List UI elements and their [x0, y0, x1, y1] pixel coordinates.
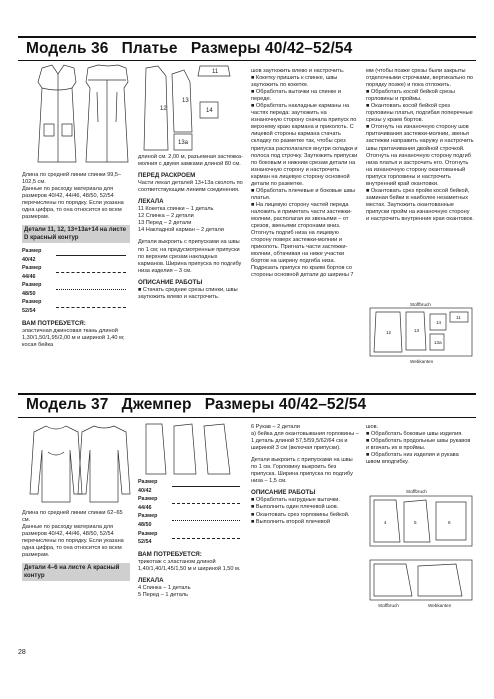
lekala-item: 14 Накладной карман – 2 детали — [138, 227, 224, 234]
title-rule-36 — [18, 60, 476, 61]
model36-work-text: ■ Стачать средние срезы спинки, швы заутюжить влево и настрочить. — [138, 286, 238, 300]
lekala-item: 11 Кокетка спинки – 1 деталь — [138, 206, 214, 213]
size-line-solid — [56, 255, 126, 256]
lekala-item: 5 Перед – 1 деталь — [138, 591, 189, 598]
size-label: Размер 52/54 — [22, 299, 42, 315]
model37-work-text: ■ Обработать нагрудные вытачки. ■ Выполнить один плечевой шов. ■ Окантовать срез горловины бейкой. ■ Выполнить второй плечевой — [251, 497, 350, 525]
size-line-dotted — [56, 289, 126, 290]
model37-title: Модель 37 Джемпер Размеры 40/42–52/54 — [26, 396, 367, 413]
model37-col3 — [251, 424, 359, 526]
model36-lekala-heading: ЛЕКАЛА — [138, 198, 164, 206]
model37-col2 — [138, 478, 244, 599]
model37-parts-bar: Детали 4–6 на листе А красный контур — [22, 563, 130, 581]
diagram-label: Webkanten — [410, 359, 434, 364]
diagram-label: 13а — [434, 340, 442, 345]
dress-illustration — [22, 62, 134, 168]
size-label: Размер 52/54 — [138, 530, 158, 546]
model36-col4: мм (чтобы позже срезы были закрыты отделочными строчками, вертикально по порядку позже) и пока отложить. ■ Обработать косой бейкой срезы горловины и проймы. ■ Окантовать косой бейкой срез горловины платья, подгибая поперечные срезы у краев бортов. ■ Отогнуть на изнаночную сторону шов притачивания застежки-молнии, звенья застежки направить наружу и настрочить швы притачивания двойной строчкой. Отогнуть на изнаночную сторону подгиб низа платья и застрочить его. Отогнуть на изнаночную сторону окантованный припуск горловины и настрочить внутренний край окантовки. ■ Окантовать срез пройм косой бейкой, заминая бейки в наиболее незаметных местах. Заутюжить окантованные припуски пройм на изнаночную сторону и настрочить внутренние края окантовок. — [366, 68, 474, 222]
size-line-dotted — [172, 520, 240, 521]
model37-col1 — [22, 510, 130, 585]
model36-cut2-text: Детали выкроить с припусками на швы по 1 см; на предусмотренные припуски по верхним срезам накладных карманов. Ширина припуска по подгибу низа изделия – 3 см. — [138, 239, 242, 274]
model36-layout-diagram — [366, 300, 476, 366]
model36-work-heading: ОПИСАНИЕ РАБОТЫ — [138, 278, 203, 286]
size-label: Размер 48/50 — [22, 282, 42, 297]
model36-parts-bar: Детали 11, 12, 13+13а+14 на листе D красный контур — [22, 225, 130, 243]
diagram-label: 11 — [456, 315, 461, 320]
size-line-dashed — [172, 503, 240, 504]
model36-title: Модель 36 Платье Размеры 40/42–52/54 — [26, 40, 353, 57]
lekala-item: 13 Перед – 2 детали — [138, 220, 192, 227]
piece-label: 13 — [182, 98, 189, 104]
piece-label: 14 — [206, 108, 213, 114]
piece-label: 11 — [212, 69, 219, 75]
size-label: Размер 40/42 — [138, 479, 158, 494]
model36-col2 — [138, 154, 244, 301]
size-label: Размер 44/46 — [138, 496, 158, 511]
model37-layout-diagram — [366, 484, 476, 614]
piece-label: 12 — [160, 106, 167, 112]
size-line-solid — [172, 486, 240, 487]
lekala-item: 4 Спинка – 1 деталь — [138, 584, 191, 591]
piece-label: 13а — [178, 140, 189, 146]
section-rule-37 — [18, 393, 476, 395]
diagram-label: Stoffbruch — [410, 302, 431, 307]
model36-need-heading: ВАМ ПОТРЕБУЕТСЯ: — [22, 319, 86, 327]
jumper-illustration — [22, 420, 134, 508]
size-line-dashdot — [172, 538, 240, 539]
page-number: 28 — [18, 649, 26, 656]
diagram-label: 14 — [436, 320, 442, 325]
model37-lekala-heading: ЛЕКАЛА — [138, 576, 164, 584]
model37-pattern-pieces — [138, 420, 242, 478]
size-line-dashed — [56, 272, 126, 273]
diagram-label: 12 — [386, 330, 392, 335]
model37-need-heading: ВАМ ПОТРЕБУЕТСЯ: — [138, 550, 202, 558]
diagram-label: 5 — [414, 520, 417, 525]
size-line-dashdot — [56, 307, 126, 308]
model36-size-legend — [22, 247, 130, 316]
model37-col4: шов. ■ Обработать боковые швы изделия. ■ Обработать продольные швы рукавов и вгачать их в проймы. ■ Обработать низ изделия и рукава швом вподгибку. — [366, 424, 471, 466]
model36-materials-cont: длиной см. 2,00 м, разъемная застежка-молния с двумя замками длиной 80 см. — [138, 154, 243, 168]
model36-cut-heading: ПЕРЕД РАСКРОЕМ — [138, 172, 196, 180]
model37-need-text: трикотаж с эластаном длиной 1,40/1,40/1,45/1,50 м и шириной 1,50 м. — [138, 558, 241, 572]
diagram-label: Webkanten — [428, 603, 452, 608]
lekala-item: 6 Рукав – 2 детали — [251, 424, 300, 430]
model36-col3: шов заутюжить влево и настрочить. ■ Кокетку пришить к спинке, швы заутюжить по кокетке. ■ Обработать вытачки на спинке и переде. ■ Обработать накладные карманы на частях переда: заутюжить на изнаночную сторону сначала припуск по верхнему краю кармана и приколоть. С лицевой стороны кармана стачать складку по разметке так, чтобы срез припуска располагался внутри складки и полоса под строчку. Заутюжить припуски по боковым и нижним срезам детали на изнаночную сторону и настрочить карман на лицевую сторону основной детали по разметке. ■ Обработать плечевые и боковые швы платья. ■ На лицевую сторону частей переда наложить и приметать части застежки-молнии, располагая их звеньями – от срезов, звеньями сторонами вниз. Отогнуть подгиб низа на лицевую сторону поверх застежки-молнии и приколоть. Пригнать части застежки-молнии, обтачивая на ниже участки бортов на ширину подгиба низа. Подрезать припуск по краям бортов со стороны основной детали до ширины 7 — [251, 68, 358, 279]
model37-size-legend — [138, 478, 244, 547]
diagram-label: Stoffbruch — [378, 603, 399, 608]
size-label: Размер 40/42 — [22, 247, 42, 263]
model37-work-heading: ОПИСАНИЕ РАБОТЫ — [251, 489, 316, 497]
model37-consumption: Данные по расходу материала для размеров 40/42, 44/46, 48/50, 52/54 перечислены по порядку. Если указана одна цифра, то она относится ко всем размерам. — [22, 524, 124, 559]
diagram-label: 4 — [384, 520, 387, 525]
model37-cut-text: Детали выкроить с припусками на швы по 1 см. Горловину выкроить без припуска. Ширина припуска по подгибу низа – 1,5 см. — [251, 457, 353, 485]
top-rule — [18, 36, 476, 38]
diagram-label: 13 — [414, 328, 420, 333]
model36-pattern-pieces — [138, 62, 242, 154]
model36-consumption: Данные по расходу материала для размеров 40/42, 44/46, 48/50, 52/54 перечислены по порядку. Если указана одна цифра, то она относится ко всем размерам. — [22, 186, 124, 221]
model36-col1 — [22, 172, 130, 349]
size-label: Размер 44/46 — [22, 265, 42, 280]
model36-cut-text: Части лекал деталей 13+13а сколоть по соответствующим линиям соединения. — [138, 180, 243, 194]
model37-length: Длина по средней линии спинки 62–65 см. — [22, 510, 123, 524]
model37-binding: а) бейка для окантовывания горловины – 1 деталь длиной 57,5/59,5/62/64 см и шириной 3 см (включая припуски). — [251, 431, 359, 452]
lekala-item: 12 Спинка – 2 детали — [138, 213, 194, 220]
size-label: Размер 48/50 — [138, 513, 158, 528]
title-rule-37 — [18, 417, 476, 418]
model36-need-text: эластичная джинсовая ткань длиной 1,30/1,50/1,95/2,00 м и шириной 1,40 м; косая бейка — [22, 327, 125, 348]
diagram-label: Stoffbruch — [406, 489, 427, 494]
model36-length: Длина по средней линии спинки 99,5–102,5 см. — [22, 172, 122, 186]
diagram-label: 6 — [448, 520, 451, 525]
